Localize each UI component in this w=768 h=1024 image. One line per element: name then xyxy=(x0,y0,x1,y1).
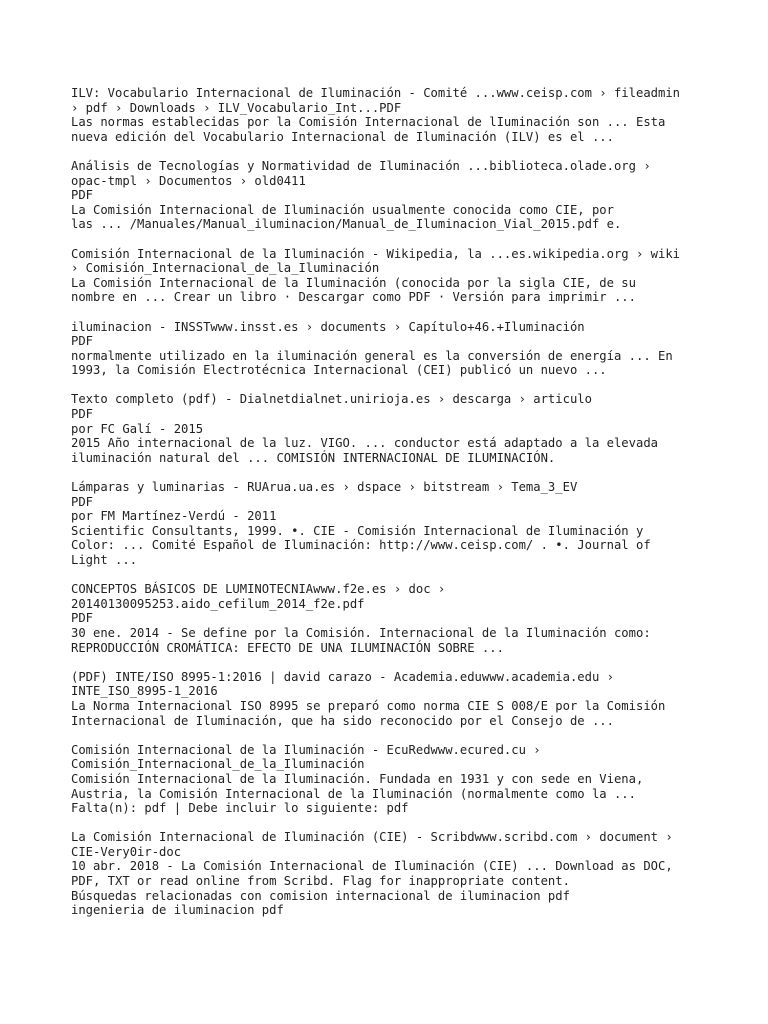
result-text-line: nombre en ... Crear un libro · Descargar como PDF · Versión para imprimir ... xyxy=(71,290,636,305)
search-results-list xyxy=(71,86,711,918)
result-text-line: Comisión_Internacional_de_la_Iluminación xyxy=(71,757,365,772)
search-result xyxy=(71,480,711,568)
result-text-line: 20140130095253.aido_cefilum_2014_f2e.pdf xyxy=(71,596,365,611)
search-result xyxy=(71,670,711,728)
search-result xyxy=(71,830,711,918)
result-text-line: Las normas establecidas por la Comisión Internacional de lIuminación son ... Esta xyxy=(71,115,666,130)
search-result xyxy=(71,159,711,232)
result-text-line: REPRODUCCIÓN CROMÁTICA: EFECTO DE UNA ILUMINACIÓN SOBRE ... xyxy=(71,640,504,655)
result-text-line: por FC Galí - 2015 xyxy=(71,421,204,436)
result-text-line: 30 ene. 2014 - Se define por la Comisión. Internacional de la Iluminación como: xyxy=(71,625,651,640)
result-title-line[interactable]: Comisión Internacional de la Iluminación - EcuRedwww.ecured.cu › xyxy=(71,742,541,757)
result-text-line: CIE-Very0ir-doc xyxy=(71,844,182,859)
result-text-line: Falta(n): pdf | Debe incluir lo siguiente: pdf xyxy=(71,801,409,816)
result-text-line: Comisión Internacional de la Iluminación. Fundada en 1931 y con sede en Viena, xyxy=(71,771,644,786)
result-text-line: Color: ... Comité Español de Iluminación: http://www.ceisp.com/ . •. Journal of xyxy=(71,538,651,553)
result-text-line: Búsquedas relacionadas con comision internacional de iluminacion pdf xyxy=(71,888,570,903)
result-text-line: ingenieria de iluminacion pdf xyxy=(71,903,284,918)
result-text-line: nueva edición del Vocabulario Internacional de Iluminación (ILV) es el ... xyxy=(71,129,614,144)
search-result xyxy=(71,392,711,465)
result-title-line[interactable]: CONCEPTOS BÁSICOS DE LUMINOTECNIAwww.f2e.es › doc › xyxy=(71,582,446,597)
result-title-line[interactable]: Texto completo (pdf) - Dialnetdialnet.unirioja.es › descarga › articulo xyxy=(71,392,592,407)
result-text-line: La Comisión Internacional de Iluminación usualmente conocida como CIE, por xyxy=(71,202,614,217)
result-text-line: › pdf › Downloads › ILV_Vocabulario_Int...PDF xyxy=(71,100,402,115)
result-text-line: Light ... xyxy=(71,553,138,567)
result-title-line[interactable]: (PDF) INTE/ISO 8995-1:2016 | david carazo - Academia.eduwww.academia.edu › xyxy=(71,669,614,684)
result-text-line: las ... /Manuales/Manual_iluminacion/Manual_de_Iluminacion_Vial_2015.pdf e. xyxy=(71,217,622,232)
result-text-line: 1993, la Comisión Electrotécnica Internacional (CEI) publicó un nuevo ... xyxy=(71,363,607,378)
result-text-line: Internacional de Iluminación, que ha sido reconocido por el Consejo de ... xyxy=(71,713,614,728)
search-result xyxy=(71,320,711,378)
result-text-line: PDF xyxy=(71,494,94,509)
result-text-line: La Comisión Internacional de la Iluminación (conocida por la sigla CIE, de su xyxy=(71,275,636,290)
result-text-line: Austria, la Comisión Internacional de la Iluminación (normalmente como la ... xyxy=(71,786,636,801)
document-page xyxy=(71,86,711,932)
result-title-line[interactable]: iluminacion - INSSTwww.insst.es › documents › Capítulo+46.+Iluminación xyxy=(71,319,585,334)
result-text-line: PDF xyxy=(71,611,94,626)
result-title-line[interactable]: Análisis de Tecnologías y Normatividad de Iluminación ...biblioteca.olade.org › xyxy=(71,158,651,173)
result-text-line: 2015 Año internacional de la luz. VIGO. ... conductor está adaptado a la elevada xyxy=(71,436,658,451)
result-text-line: PDF, TXT or read online from Scribd. Flag for inappropriate content. xyxy=(71,874,570,889)
search-result xyxy=(71,743,711,816)
result-text-line: Scientific Consultants, 1999. •. CIE - Comisión Internacional de Iluminación y xyxy=(71,523,644,538)
result-text-line: opac-tmpl › Documentos › old0411 xyxy=(71,173,306,188)
result-text-line: › Comisión_Internacional_de_la_Iluminación xyxy=(71,261,380,276)
result-text-line: PDF xyxy=(71,334,94,349)
search-result xyxy=(71,86,711,144)
result-text-line: PDF xyxy=(71,407,94,422)
search-result xyxy=(71,582,711,655)
result-title-line[interactable]: Comisión Internacional de la Iluminación - Wikipedia, la ...es.wikipedia.org › wiki xyxy=(71,246,681,261)
result-title-line[interactable]: Lámparas y luminarias - RUArua.ua.es › dspace › bitstream › Tema_3_EV xyxy=(71,480,578,495)
result-text-line: normalmente utilizado en la iluminación general es la conversión de energía ... En xyxy=(71,348,673,363)
result-text-line: iluminación natural del ... COMISIÓN INTERNACIONAL DE ILUMINACIÓN. xyxy=(71,450,556,465)
result-title-line[interactable]: ILV: Vocabulario Internacional de Iluminación - Comité ...www.ceisp.com › fileadmin xyxy=(71,86,681,100)
result-title-line[interactable]: La Comisión Internacional de Iluminación (CIE) - Scribdwww.scribd.com › document › xyxy=(71,830,673,845)
result-text-line: La Norma Internacional ISO 8995 se preparó como norma CIE S 008/E por la Comisión xyxy=(71,698,666,713)
result-text-line: 10 abr. 2018 - La Comisión Internacional de Iluminación (CIE) ... Download as DOC, xyxy=(71,859,673,874)
search-result xyxy=(71,247,711,305)
result-text-line: INTE_ISO_8995-1_2016 xyxy=(71,684,218,699)
result-text-line: PDF xyxy=(71,188,94,203)
result-text-line: por FM Martínez-Verdú - 2011 xyxy=(71,509,277,524)
